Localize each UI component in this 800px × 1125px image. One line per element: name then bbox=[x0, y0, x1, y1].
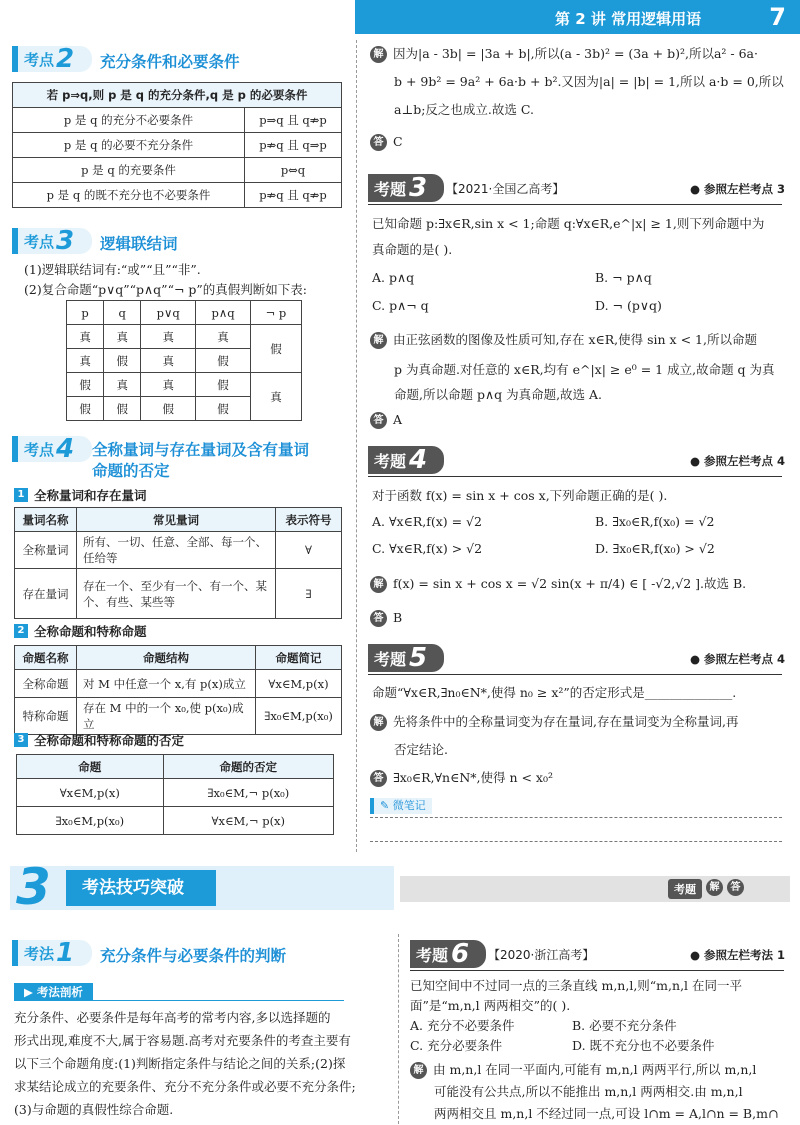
q3-ref: ● 参照左栏考点 3 bbox=[690, 182, 786, 196]
q4-answer: 答 B bbox=[370, 610, 402, 627]
kd3-line1: (1)逻辑联结词有:“或”“且”“非”. bbox=[24, 262, 201, 277]
table-row: 特称命题 存在 M 中的一个 x₀,使 p(x₀)成立 ∃x₀∈M,p(x₀) bbox=[15, 698, 342, 735]
table-row: 全称命题 对 M 中任意一个 x,有 p(x)成立 ∀x∈M,p(x) bbox=[15, 670, 342, 698]
q3-rule bbox=[368, 204, 782, 205]
q4-stem: 对于函数 f(x) = sin x + cos x,下列命题正确的是( ). bbox=[372, 488, 668, 503]
chapter-title: 第 2 讲 常用逻辑用语 bbox=[555, 10, 702, 28]
kf1-sub-label: ▶ 考法剖析 bbox=[14, 983, 93, 1001]
kd3-truth-table: p q p∨q p∧q ¬ p 真 真 真 真 假 真 假 真 假 假 真 真 假 真 假 假 假 假 bbox=[66, 300, 302, 421]
column-divider-2 bbox=[398, 934, 399, 1124]
table-row: ∀x∈M,p(x) ∃x₀∈M,¬ p(x₀) bbox=[17, 779, 334, 807]
table-row: p 是 q 的充分不必要条件 p⇒q 且 q⇏p bbox=[13, 108, 342, 133]
q5-tag: 考题 5 bbox=[368, 644, 444, 672]
q6-option-c: C. 充分必要条件 bbox=[410, 1038, 503, 1053]
q6-source: 【2020·浙江高考】 bbox=[488, 948, 595, 962]
table-row: 真 假 真 假 bbox=[67, 349, 302, 373]
q3-option-d: D. ¬ (p∨q) bbox=[595, 298, 662, 313]
q6-solution-3: 两两相交且 m,n,l 不经过同一点,可设 l∩m = A,l∩n = B,m∩ bbox=[434, 1106, 779, 1121]
q3-option-a: A. p∧q bbox=[372, 270, 415, 285]
prev-solution-line2: b + 9b² = 9a² + 6a·b + b².又因为|a| = |b| = 1,所以 a·b = 0,所以 bbox=[394, 74, 784, 89]
q3-solution-3: 命题,所以命题 p∧q 为真命题,故选 A. bbox=[394, 387, 603, 402]
table-row: 假 真 真 假 真 bbox=[67, 373, 302, 397]
section3-number: 3 bbox=[16, 858, 51, 916]
kd4-negation-table: 命题 命题的否定 ∀x∈M,p(x) ∃x₀∈M,¬ p(x₀) ∃x₀∈M,p(x₀) ∀x∈M,¬ p(x) bbox=[16, 754, 334, 835]
notes-label: ✎ 微笔记 bbox=[370, 798, 432, 814]
prev-answer: 答 C bbox=[370, 134, 403, 151]
kf1-tag: 考法 1 bbox=[12, 940, 92, 966]
q6-solution-1: 解 由 m,n,l 在同一平面内,可能有 m,n,l 两两平行,所以 m,n,l bbox=[410, 1060, 756, 1079]
q3-tag: 考题 3 bbox=[368, 174, 444, 202]
section3-badges: 考题 解 答 bbox=[668, 879, 744, 899]
note-line-2 bbox=[370, 841, 782, 842]
q3-source: 【2021·全国乙高考】 bbox=[446, 182, 565, 196]
note-line-1 bbox=[370, 817, 782, 818]
kd3-tag: 考点 3 bbox=[12, 228, 92, 254]
kd4-proposition-table: 命题名称 命题结构 命题简记 全称命题 对 M 中任意一个 x,有 p(x)成立 ∀x∈M,p(x) 特称命题 存在 M 中的一个 x₀,使 p(x₀)成立 ∃x₀∈M,p(x₀) bbox=[14, 645, 342, 735]
q6-tag: 考题 6 bbox=[410, 940, 486, 968]
q3-stem-1: 已知命题 p:∃x∈R,sin x < 1;命题 q:∀x∈R,e^|x| ≥ 1,则下列命题中为 bbox=[372, 216, 765, 231]
q4-ref: ● 参照左栏考点 4 bbox=[690, 454, 786, 468]
q3-option-c: C. p∧¬ q bbox=[372, 298, 429, 313]
page-number: 7 bbox=[769, 3, 786, 31]
q6-ref: ● 参照左栏考法 1 bbox=[690, 948, 786, 962]
q6-option-a: A. 充分不必要条件 bbox=[410, 1018, 515, 1033]
q4-option-c: C. ∀x∈R,f(x) > √2 bbox=[372, 541, 483, 556]
kd2-table-head: 若 p⇒q,则 p 是 q 的充分条件,q 是 p 的必要条件 bbox=[13, 83, 342, 108]
q4-tag: 考题 4 bbox=[368, 446, 444, 474]
table-row: 存在量词 存在一个、至少有一个、有一个、某个、有些、某些等 ∃ bbox=[15, 569, 342, 619]
kd4-quantifier-table: 量词名称 常见量词 表示符号 全称量词 所有、一切、任意、全部、每一个、任给等 ∀ 存在量词 存在一个、至少有一个、有一个、某个、有些、某些等 ∃ bbox=[14, 507, 342, 619]
q5-ref: ● 参照左栏考点 4 bbox=[690, 652, 786, 666]
q4-solution: 解 f(x) = sin x + cos x = √2 sin(x + π/4) ∈ [ -√2,√2 ].故选 B. bbox=[370, 574, 746, 593]
q3-answer: 答 A bbox=[370, 412, 402, 429]
kd2-title: 充分条件和必要条件 bbox=[100, 53, 240, 71]
kd2-table bbox=[12, 82, 342, 208]
table-row: 全称量词 所有、一切、任意、全部、每一个、任给等 ∀ bbox=[15, 532, 342, 569]
table-row: ∃x₀∈M,p(x₀) ∀x∈M,¬ p(x) bbox=[17, 807, 334, 835]
section3-title: 考法技巧突破 bbox=[66, 870, 216, 906]
q4-rule bbox=[368, 476, 782, 477]
q6-option-b: B. 必要不充分条件 bbox=[572, 1018, 677, 1033]
prev-solution-line3: a⊥b;反之也成立.故选 C. bbox=[394, 102, 534, 117]
kd4-s2-head: 2 全称命题和特称命题 bbox=[14, 622, 147, 640]
kf1-para-5: (3)与命题的真假性综合命题. bbox=[14, 1102, 174, 1117]
kd3-line2: (2)复合命题“p∨q”“p∧q”“¬ p”的真假判断如下表: bbox=[24, 282, 308, 297]
q5-stem: 命题“∀x∈R,∃n₀∈N*,使得 n₀ ≥ x²”的否定形式是______________. bbox=[372, 685, 737, 700]
kd4-title-2: 命题的否定 bbox=[92, 462, 170, 480]
pencil-icon: ✎ bbox=[380, 799, 393, 812]
kd3-title: 逻辑联结词 bbox=[100, 235, 178, 253]
column-divider bbox=[356, 40, 357, 852]
q3-stem-2: 真命题的是( ). bbox=[372, 242, 453, 257]
table-row: 真 真 真 真 假 bbox=[67, 325, 302, 349]
kd4-s1-head: 1 全称量词和存在量词 bbox=[14, 486, 147, 504]
kf1-para-4: 求某结论成立的充要条件、充分不充分条件或必要不充分条件; bbox=[14, 1079, 356, 1094]
q3-option-b: B. ¬ p∧q bbox=[595, 270, 652, 285]
kd4-tag: 考点 4 bbox=[12, 436, 92, 462]
q6-solution-2: 可能没有公共点,所以不能推出 m,n,l 两两相交.由 m,n,l bbox=[434, 1084, 743, 1099]
q6-option-d: D. 既不充分也不必要条件 bbox=[572, 1038, 715, 1053]
kf1-title: 充分条件与必要条件的判断 bbox=[100, 947, 287, 965]
q4-option-d: D. ∃x₀∈R,f(x₀) > √2 bbox=[595, 541, 715, 556]
q6-rule bbox=[410, 970, 784, 971]
q3-solution-1: 解 由正弦函数的图像及性质可知,存在 x∈R,使得 sin x < 1,所以命题 bbox=[370, 330, 757, 349]
q5-answer: 答 ∃x₀∈R,∀n∈N*,使得 n < x₀² bbox=[370, 768, 553, 787]
kf1-para-3: 以下三个命题角度:(1)判断指定条件与结论之间的关系;(2)探 bbox=[14, 1056, 346, 1071]
table-row: p 是 q 的必要不充分条件 p⇏q 且 q⇒p bbox=[13, 133, 342, 158]
q5-solution-2: 否定结论. bbox=[394, 742, 448, 757]
q6-stem-2: 面”是“m,n,l 两两相交”的( ). bbox=[410, 998, 571, 1013]
q6-stem-1: 已知空间中不过同一点的三条直线 m,n,l,则“m,n,l 在同一平 bbox=[410, 978, 743, 993]
table-row: p 是 q 的充要条件 p⇔q bbox=[13, 158, 342, 183]
q5-rule bbox=[368, 674, 782, 675]
kf1-para-1: 充分条件、必要条件是每年高考的常考内容,多以选择题的 bbox=[14, 1010, 331, 1025]
table-row: 假 假 假 假 bbox=[67, 397, 302, 421]
q5-solution-1: 解 先将条件中的全称量词变为存在量词,存在量词变为全称量词,再 bbox=[370, 712, 738, 731]
q3-solution-2: p 为真命题.对任意的 x∈R,均有 e^|x| ≥ e⁰ = 1 成立,故命题 q 为真 bbox=[394, 362, 775, 377]
q4-option-b: B. ∃x₀∈R,f(x₀) = √2 bbox=[595, 514, 715, 529]
table-row: p 是 q 的既不充分也不必要条件 p⇏q 且 q⇏p bbox=[13, 183, 342, 208]
kd2-tag: 考点 2 bbox=[12, 46, 92, 72]
kd4-title-1: 全称量词与存在量词及含有量词 bbox=[92, 441, 310, 459]
page-header bbox=[355, 0, 800, 34]
prev-solution-line1: 解 因为|a - 3b| = |3a + b|,所以(a - 3b)² = (3a + b)²,所以a² - 6a· bbox=[370, 44, 758, 63]
kf1-para-2: 形式出现,难度不大,属于容易题.高考对充要条件的考查主要有 bbox=[14, 1033, 351, 1048]
play-icon: ▶ bbox=[24, 985, 37, 999]
q4-option-a: A. ∀x∈R,f(x) = √2 bbox=[372, 514, 482, 529]
kd4-s3-head: 3 全称命题和特称命题的否定 bbox=[14, 731, 184, 749]
